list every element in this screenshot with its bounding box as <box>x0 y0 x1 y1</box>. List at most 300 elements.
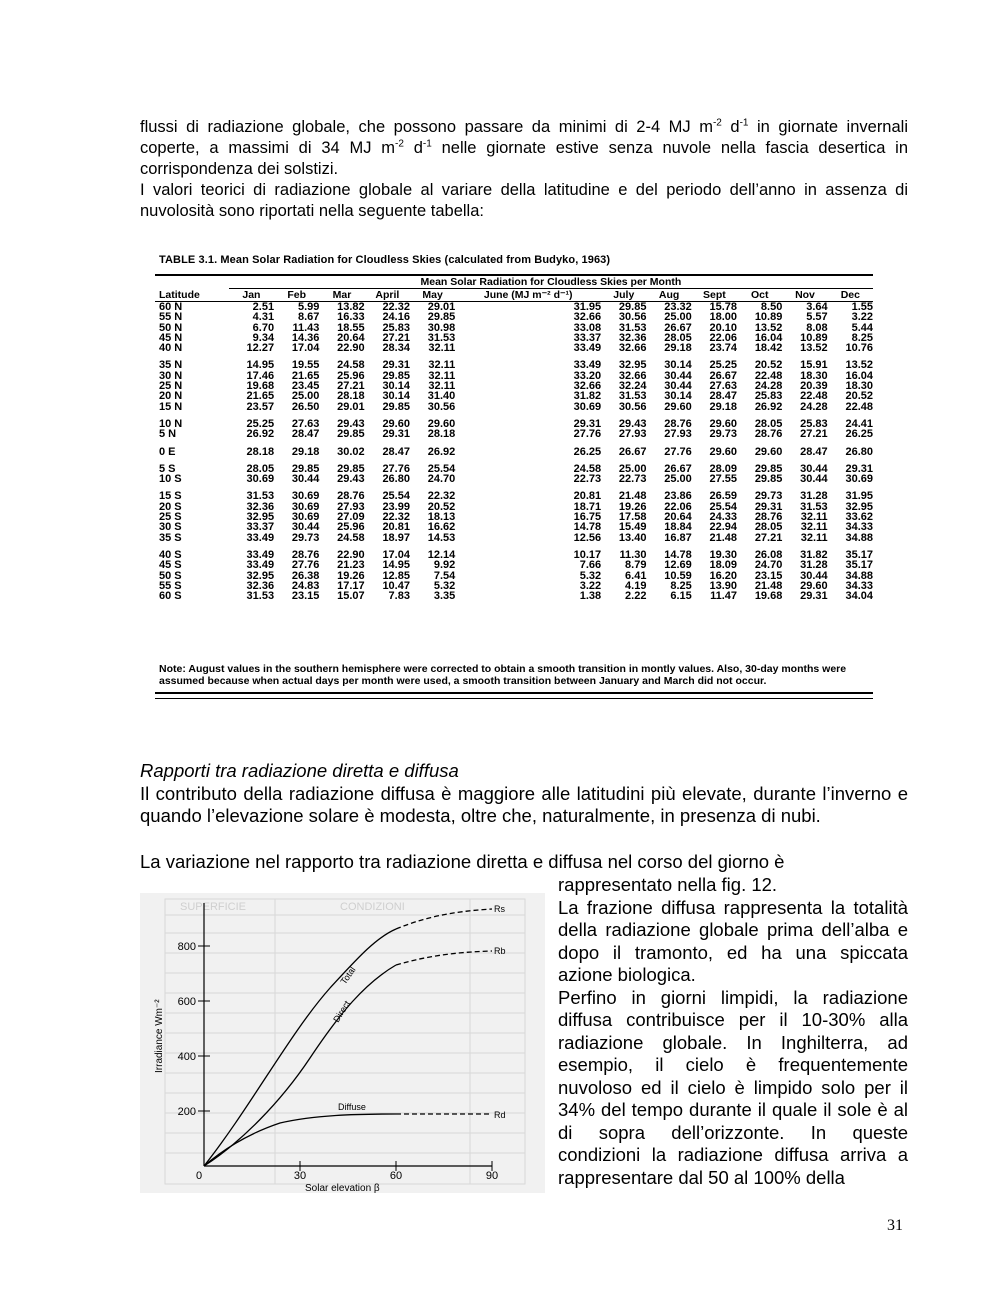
value-cell: 21.48 <box>618 490 647 503</box>
value-cell: 26.92 <box>427 445 456 458</box>
value-cell: 25.83 <box>754 390 783 403</box>
latitude-cell: 30 S <box>159 521 182 534</box>
value-cell: 31.53 <box>800 500 828 513</box>
direct-curve-label: Direct <box>331 998 353 1025</box>
value-cell: 28.05 <box>664 331 692 344</box>
value-cell: 31.82 <box>800 548 828 561</box>
value-cell: 28.76 <box>754 511 783 524</box>
value-cell: 29.85 <box>337 428 365 441</box>
value-cell: 28.34 <box>382 342 410 355</box>
superscript: -1 <box>422 138 432 150</box>
value-cell: 2.51 <box>252 301 275 313</box>
value-cell: 26.25 <box>845 428 873 441</box>
value-cell: 22.90 <box>337 342 365 355</box>
total-curve-label: Total <box>338 964 358 987</box>
table-row <box>155 357 873 371</box>
value-cell: 30.44 <box>664 369 692 382</box>
value-cell: 12.69 <box>664 559 692 572</box>
value-cell: 26.67 <box>618 445 647 458</box>
irradiance-vs-elevation-figure <box>140 893 545 1193</box>
value-cell: 22.06 <box>709 331 738 344</box>
value-cell: 29.73 <box>754 490 783 503</box>
value-cell: 2.22 <box>625 590 647 603</box>
value-cell: 5.99 <box>297 301 320 313</box>
value-cell: 29.31 <box>382 359 410 372</box>
value-cell: 32.11 <box>428 369 456 382</box>
value-cell: 22.32 <box>382 511 410 524</box>
value-cell: 16.87 <box>664 531 692 544</box>
value-cell: 29.60 <box>709 445 738 458</box>
value-cell: 29.85 <box>382 369 410 382</box>
value-cell: 8.25 <box>670 579 692 592</box>
y-tick-label: 800 <box>177 941 196 953</box>
y-tick-label: 600 <box>177 996 196 1008</box>
value-cell: 33.08 <box>573 321 602 334</box>
total-curve-extension <box>396 909 492 929</box>
value-cell: 32.36 <box>246 500 275 513</box>
table-bottom-rule-2 <box>155 698 873 699</box>
value-cell: 9.34 <box>252 331 275 344</box>
value-cell: 29.31 <box>754 500 783 513</box>
value-cell: 29.31 <box>845 462 873 475</box>
value-cell: 29.60 <box>754 445 783 458</box>
value-cell: 16.33 <box>337 311 365 324</box>
value-cell: 3.35 <box>433 590 456 603</box>
latitude-cell: 5 N <box>159 428 177 441</box>
value-cell: 20.39 <box>800 380 828 393</box>
background-header-2: CONDIZIONI <box>340 901 405 913</box>
value-cell: 29.43 <box>337 417 365 430</box>
value-cell: 21.65 <box>246 390 275 403</box>
intro-text: d <box>721 118 740 136</box>
value-cell: 6.41 <box>625 569 647 582</box>
value-cell: 31.28 <box>800 559 828 572</box>
value-cell: 33.62 <box>845 511 873 524</box>
month-header: Jan <box>242 289 261 301</box>
table-row <box>155 474 873 488</box>
table-caption: TABLE 3.1. Mean Solar Radiation for Cloudless Skies (calculated from Budyko, 1963) <box>159 254 611 266</box>
value-cell: 26.92 <box>246 428 275 441</box>
value-cell: 18.00 <box>709 311 738 324</box>
month-header: Nov <box>795 289 815 301</box>
value-cell: 5.32 <box>579 569 602 582</box>
latitude-cell: 60 N <box>159 301 183 313</box>
value-cell: 29.73 <box>291 531 320 544</box>
total-curve <box>204 929 396 1166</box>
value-cell: 33.37 <box>246 521 275 534</box>
value-cell: 30.02 <box>337 445 365 458</box>
value-cell: 22.94 <box>709 521 738 534</box>
value-cell: 29.85 <box>291 462 320 475</box>
irradiance-chart <box>140 893 545 1193</box>
value-cell: 27.76 <box>291 559 320 572</box>
value-cell: 20.81 <box>573 490 602 503</box>
table-row <box>155 415 873 429</box>
value-cell: 22.48 <box>754 369 783 382</box>
value-cell: 23.32 <box>664 301 692 313</box>
month-header: June (MJ m⁻² d⁻¹) <box>483 289 573 301</box>
month-header: April <box>375 289 400 301</box>
value-cell: 31.53 <box>246 590 275 603</box>
value-cell: 6.15 <box>670 590 692 603</box>
value-cell: 32.11 <box>800 521 828 534</box>
latitude-cell: 40 N <box>159 342 183 355</box>
table-row <box>155 343 873 357</box>
value-cell: 5.44 <box>851 321 873 334</box>
value-cell: 29.31 <box>382 428 410 441</box>
value-cell: 13.52 <box>845 359 873 372</box>
value-cell: 8.25 <box>851 331 873 344</box>
month-header: Sept <box>703 289 726 301</box>
value-cell: 25.54 <box>709 500 738 513</box>
value-cell: 32.24 <box>618 380 647 393</box>
value-cell: 10.76 <box>845 342 873 355</box>
value-cell: 25.00 <box>664 473 692 486</box>
value-cell: 29.60 <box>664 400 692 413</box>
value-cell: 30.14 <box>664 390 692 403</box>
value-cell: 30.69 <box>291 490 320 503</box>
value-cell: 7.83 <box>388 590 410 603</box>
value-cell: 18.30 <box>845 380 873 393</box>
value-cell: 32.95 <box>618 359 647 372</box>
latitude-cell: 5 S <box>159 462 176 475</box>
latitude-header: Latitude <box>159 288 200 301</box>
value-cell: 27.93 <box>664 428 692 441</box>
latitude-cell: 60 S <box>159 590 182 603</box>
value-cell: 30.14 <box>382 380 410 393</box>
value-cell: 26.80 <box>845 445 873 458</box>
value-cell: 14.78 <box>664 548 692 561</box>
value-cell: 13.52 <box>754 321 783 334</box>
intro-paragraph-1 <box>140 117 908 180</box>
value-cell: 1.55 <box>851 301 873 313</box>
table-row <box>155 443 873 460</box>
value-cell: 35.17 <box>845 548 873 561</box>
value-cell: 12.56 <box>573 531 602 544</box>
value-cell: 25.96 <box>337 369 365 382</box>
value-cell: 32.11 <box>800 511 828 524</box>
value-cell: 19.26 <box>618 500 647 513</box>
value-cell: 27.93 <box>618 428 647 441</box>
table-group-header-row <box>155 276 873 289</box>
value-cell: 17.04 <box>382 548 410 561</box>
value-cell: 11.47 <box>710 590 738 603</box>
value-cell: 29.60 <box>800 579 828 592</box>
rd-label: Rd <box>494 1110 506 1120</box>
value-cell: 22.06 <box>664 500 692 513</box>
table-row <box>155 533 873 547</box>
value-cell: 24.70 <box>427 473 456 486</box>
value-cell: 29.85 <box>382 400 410 413</box>
value-cell: 30.69 <box>246 473 275 486</box>
value-cell: 28.18 <box>337 390 365 403</box>
value-cell: 19.26 <box>337 569 365 582</box>
value-cell: 33.49 <box>246 559 275 572</box>
value-cell: 17.58 <box>618 511 647 524</box>
intro-text: in giornate invernali coperte, a massimi di 34 MJ m <box>140 118 908 157</box>
value-cell: 25.00 <box>664 311 692 324</box>
value-cell: 3.22 <box>851 311 873 324</box>
table-group-header: Mean Solar Radiation for Cloudless Skies per Month <box>229 276 873 289</box>
table-row <box>155 429 873 443</box>
latitude-cell: 35 N <box>159 359 183 372</box>
value-cell: 19.68 <box>754 590 783 603</box>
month-header: Feb <box>287 289 307 301</box>
value-cell: 28.47 <box>709 390 738 403</box>
value-cell: 10.59 <box>664 569 692 582</box>
latitude-cell: 45 N <box>159 331 183 344</box>
value-cell: 30.69 <box>845 473 873 486</box>
value-cell: 12.85 <box>382 569 410 582</box>
value-cell: 18.97 <box>382 531 410 544</box>
value-cell: 31.95 <box>845 490 873 503</box>
value-cell: 25.00 <box>291 390 320 403</box>
value-cell: 27.21 <box>754 531 783 544</box>
value-cell: 28.05 <box>754 521 783 534</box>
value-cell: 35.17 <box>845 559 873 572</box>
x-tick-label: 0 <box>195 1170 203 1182</box>
value-cell: 30.69 <box>291 511 320 524</box>
value-cell: 23.86 <box>664 490 692 503</box>
superscript: -2 <box>395 138 404 150</box>
value-cell: 34.33 <box>845 521 873 534</box>
value-cell: 28.76 <box>664 417 692 430</box>
value-cell: 18.13 <box>427 511 456 524</box>
table-month-header-row <box>155 289 873 302</box>
latitude-cell: 20 S <box>159 500 182 513</box>
value-cell: 22.73 <box>618 473 647 486</box>
value-cell: 32.66 <box>618 369 647 382</box>
value-cell: 18.09 <box>709 559 738 572</box>
value-cell: 14.95 <box>382 559 410 572</box>
value-cell: 20.81 <box>382 521 410 534</box>
value-cell: 31.82 <box>573 390 602 403</box>
value-cell: 29.43 <box>337 473 365 486</box>
value-cell: 27.09 <box>337 511 365 524</box>
value-cell: 11.30 <box>619 548 647 561</box>
value-cell: 22.48 <box>845 400 873 413</box>
value-cell: 22.32 <box>382 301 410 313</box>
value-cell: 26.59 <box>709 490 738 503</box>
page-number: 31 <box>887 1217 903 1234</box>
right-col-paragraph: Perfino in giorni limpidi, la radiazione diffusa contribuisce per il 10-30% alla radiazione globale. In Inghilterra, ad esempio, il cielo è frequentemente nuvoloso ed il cielo è limpido solo per il 34% del tempo durante il quale il sole è al di sopra dell’orizzonte. In queste condizioni la radiazione diffusa arriva a rappresentare dal 50 al 100% della <box>558 986 908 1188</box>
value-cell: 11.43 <box>292 321 320 334</box>
value-cell: 29.85 <box>427 311 456 324</box>
value-cell: 29.31 <box>800 590 828 603</box>
value-cell: 19.68 <box>246 380 275 393</box>
value-cell: 16.04 <box>845 369 873 382</box>
value-cell: 21.23 <box>337 559 365 572</box>
value-cell: 26.92 <box>754 400 783 413</box>
value-cell: 30.44 <box>800 462 828 475</box>
value-cell: 26.08 <box>754 548 783 561</box>
value-cell: 28.47 <box>382 445 410 458</box>
value-cell: 29.85 <box>337 462 365 475</box>
month-header: Aug <box>658 289 680 301</box>
value-cell: 25.54 <box>382 490 410 503</box>
section-heading: Rapporti tra radiazione diretta e diffusa <box>140 760 459 781</box>
value-cell: 29.43 <box>618 417 647 430</box>
value-cell: 30.44 <box>291 521 320 534</box>
value-cell: 6.70 <box>252 321 275 334</box>
value-cell: 24.58 <box>337 359 365 372</box>
y-axis-label: Irradiance Wm⁻² <box>154 999 165 1073</box>
value-cell: 27.93 <box>337 500 365 513</box>
value-cell: 12.27 <box>246 342 275 355</box>
value-cell: 1.38 <box>579 590 602 603</box>
value-cell: 8.79 <box>625 559 647 572</box>
value-cell: 18.71 <box>573 500 602 513</box>
value-cell: 16.04 <box>754 331 783 344</box>
latitude-cell: 40 S <box>159 548 182 561</box>
value-cell: 30.69 <box>573 400 602 413</box>
intro-paragraph-2: I valori teorici di radiazione globale al variare della latitudine e del periodo dell’anno in assenza di nuvolosità sono riportati nella seguente tabella: <box>140 181 908 220</box>
value-cell: 27.63 <box>709 380 738 393</box>
latitude-cell: 50 N <box>159 321 183 334</box>
value-cell: 27.21 <box>382 331 410 344</box>
value-cell: 28.09 <box>709 462 738 475</box>
value-cell: 25.83 <box>800 417 828 430</box>
value-cell: 29.60 <box>382 417 410 430</box>
value-cell: 18.42 <box>754 342 783 355</box>
latitude-cell: 10 N <box>159 417 183 430</box>
diffuse-curve <box>204 1114 396 1166</box>
value-cell: 24.28 <box>754 380 783 393</box>
table-row <box>155 488 873 502</box>
value-cell: 23.15 <box>291 590 320 603</box>
value-cell: 5.32 <box>433 579 456 592</box>
value-cell: 34.04 <box>845 590 873 603</box>
value-cell: 24.33 <box>709 511 738 524</box>
value-cell: 23.45 <box>291 380 320 393</box>
value-cell: 15.91 <box>800 359 828 372</box>
value-cell: 30.14 <box>664 359 692 372</box>
value-cell: 27.76 <box>573 428 602 441</box>
intro-text: flussi di radiazione globale, che possono passare da minimi di 2-4 MJ m <box>140 118 713 136</box>
value-cell: 27.21 <box>800 428 828 441</box>
value-cell: 16.75 <box>573 511 602 524</box>
table-bottom-rule <box>155 692 873 694</box>
value-cell: 25.54 <box>427 462 456 475</box>
value-cell: 29.85 <box>618 301 647 313</box>
value-cell: 31.53 <box>618 321 647 334</box>
value-cell: 24.16 <box>382 311 410 324</box>
right-col-paragraph: La frazione diffusa rappresenta la totalità della radiazione globale prima dell’alba e dopo il tramonto, ed ha una spiccata azione biologica. <box>558 896 908 985</box>
value-cell: 7.54 <box>433 569 456 582</box>
value-cell: 31.40 <box>427 390 456 403</box>
value-cell: 23.74 <box>709 342 738 355</box>
value-cell: 29.01 <box>337 400 365 413</box>
value-cell: 27.63 <box>291 417 320 430</box>
value-cell: 10.17 <box>573 548 602 561</box>
value-cell: 20.64 <box>664 511 692 524</box>
table-row <box>155 591 873 601</box>
value-cell: 28.76 <box>337 490 365 503</box>
table-row <box>155 402 873 416</box>
value-cell: 29.85 <box>754 462 783 475</box>
value-cell: 30.98 <box>427 321 456 334</box>
intro-text: d <box>403 139 423 157</box>
value-cell: 31.28 <box>800 490 828 503</box>
x-tick-label: 30 <box>293 1170 307 1182</box>
value-cell: 5.57 <box>806 311 828 324</box>
value-cell: 29.73 <box>709 428 738 441</box>
latitude-cell: 35 S <box>159 531 182 544</box>
value-cell: 27.21 <box>337 380 365 393</box>
value-cell: 19.30 <box>709 548 738 561</box>
value-cell: 32.66 <box>618 342 647 355</box>
value-cell: 19.55 <box>291 359 320 372</box>
value-cell: 24.58 <box>337 531 365 544</box>
latitude-cell: 15 S <box>159 490 182 503</box>
table-note: Note: August values in the southern hemisphere were corrected to obtain a smooth transition in montly values. Also, 30-day months were assumed because when actual days per month were used, a smooth transition between January and March did not occur. <box>159 663 847 687</box>
value-cell: 32.95 <box>246 511 275 524</box>
value-cell: 3.64 <box>806 301 828 313</box>
value-cell: 14.78 <box>573 521 602 534</box>
value-cell: 30.44 <box>800 473 828 486</box>
x-tick-label: 90 <box>485 1170 499 1182</box>
value-cell: 4.31 <box>252 311 275 324</box>
value-cell: 20.10 <box>709 321 738 334</box>
value-cell: 30.44 <box>664 380 692 393</box>
value-cell: 22.73 <box>573 473 602 486</box>
value-cell: 29.18 <box>709 400 738 413</box>
value-cell: 32.36 <box>246 579 275 592</box>
value-cell: 29.18 <box>664 342 692 355</box>
x-tick-label: 60 <box>389 1170 403 1182</box>
value-cell: 10.47 <box>382 579 410 592</box>
value-cell: 14.36 <box>291 331 320 344</box>
value-cell: 14.95 <box>246 359 275 372</box>
value-cell: 21.48 <box>754 579 783 592</box>
value-cell: 30.44 <box>800 569 828 582</box>
value-cell: 28.18 <box>427 428 456 441</box>
value-cell: 31.95 <box>573 301 602 313</box>
value-cell: 8.67 <box>297 311 320 324</box>
y-tick-label: 400 <box>177 1051 196 1063</box>
background-header-1: SUPERFICIE <box>180 901 247 913</box>
month-header: Oct <box>750 289 769 301</box>
value-cell: 33.49 <box>246 531 275 544</box>
value-cell: 26.67 <box>664 321 692 334</box>
latitude-cell: 30 N <box>159 369 183 382</box>
value-cell: 15.78 <box>709 301 738 313</box>
value-cell: 30.14 <box>382 390 410 403</box>
value-cell: 24.58 <box>573 462 602 475</box>
value-cell: 20.52 <box>845 390 873 403</box>
latitude-cell: 25 S <box>159 511 182 524</box>
value-cell: 24.70 <box>754 559 783 572</box>
value-cell: 32.66 <box>573 380 602 393</box>
direct-curve <box>204 965 396 1166</box>
value-cell: 28.76 <box>291 548 320 561</box>
value-cell: 32.11 <box>800 531 828 544</box>
value-cell: 22.48 <box>800 390 828 403</box>
value-cell: 32.95 <box>845 500 873 513</box>
month-header: May <box>422 289 443 301</box>
value-cell: 30.44 <box>291 473 320 486</box>
value-cell: 23.15 <box>754 569 783 582</box>
latitude-cell: 10 S <box>159 473 182 486</box>
value-cell: 25.96 <box>337 521 365 534</box>
value-cell: 13.90 <box>709 579 738 592</box>
value-cell: 28.76 <box>754 428 783 441</box>
superscript: -1 <box>739 117 749 129</box>
value-cell: 9.92 <box>433 559 456 572</box>
value-cell: 32.95 <box>246 569 275 582</box>
value-cell: 15.49 <box>618 521 647 534</box>
value-cell: 25.25 <box>246 417 275 430</box>
